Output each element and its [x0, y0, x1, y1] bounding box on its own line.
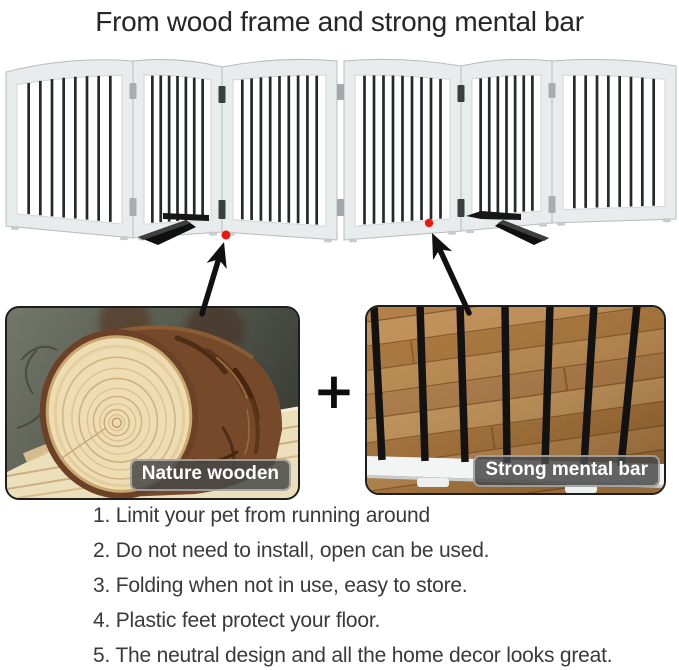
- gate-panel: [552, 59, 676, 225]
- red-marker-right: [425, 219, 433, 227]
- feature-list: [93, 505, 668, 670]
- feature-item: 3. Folding when not in use, easy to store.: [93, 574, 468, 597]
- page-title: From wood frame and strong mental bar: [95, 6, 584, 37]
- red-marker-left: [222, 231, 231, 240]
- nature-wooden-badge: Nature wooden: [130, 459, 291, 491]
- metal-bars-photo: [365, 305, 666, 495]
- gate-panel: [461, 59, 552, 233]
- nature-wood-photo: [5, 306, 300, 500]
- gate-panel: [222, 59, 337, 242]
- gate-panel: [6, 60, 133, 240]
- feature-item: 4. Plastic feet protect your floor.: [93, 609, 381, 632]
- pet-gate-photo: [0, 0, 679, 270]
- feature-item: 1. Limit your pet from running around: [93, 504, 430, 527]
- feature-item: 5. The neutral design and all the home decor looks great.: [93, 644, 613, 667]
- gate-panel: [133, 59, 222, 240]
- gate-panel: [344, 59, 461, 242]
- feature-item: 2. Do not need to install, open can be used.: [93, 539, 490, 562]
- strong-mental-bar-badge: Strong mental bar: [473, 455, 660, 487]
- plus-sign: +: [313, 362, 355, 420]
